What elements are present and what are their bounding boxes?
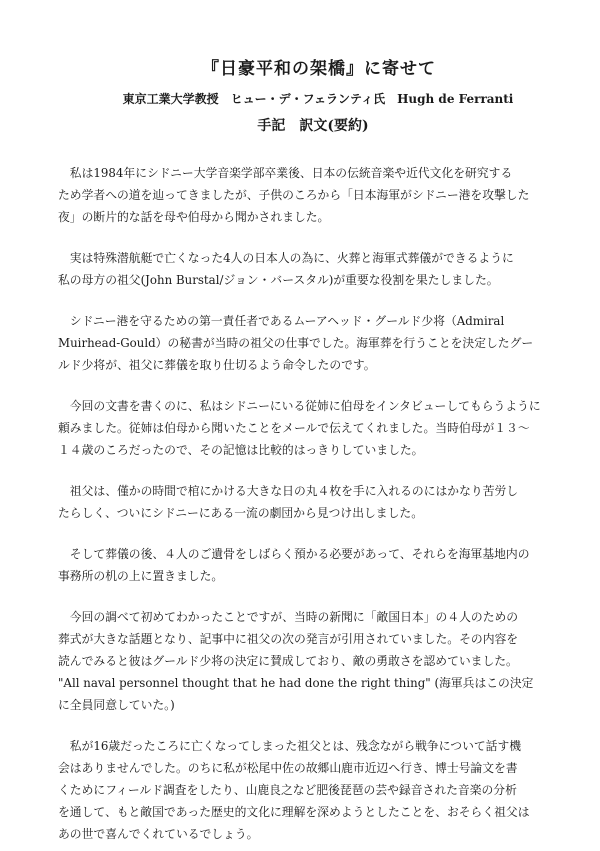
paragraph-line: そして葬儀の後、４人のご遺骨をしばらく預かる必要があって、それらを海軍基地内の: [58, 547, 530, 561]
paragraph-line: 事務所の机の上に置きました。: [58, 569, 224, 583]
paragraph-line: 葬式が大きな話題となり、記事中に祖父の次の発言が引用されていました。その内容を: [58, 632, 519, 646]
paragraph: [58, 606, 560, 716]
paragraph-line: に全員同意していた。): [58, 698, 175, 712]
paragraph-line: 私が16歳だったころに亡くなってしまった祖父とは、残念ながら戦争について話す機: [58, 739, 522, 753]
paragraph-line: 実は特殊潜航艇で亡くなった4人の日本人の為に、火葬と海軍式葬儀ができるように: [58, 251, 514, 265]
paragraph: [58, 480, 560, 524]
section-heading: [66, 116, 560, 136]
paragraph-line: くためにフィールド調査をしたり、山鹿良之など肥後琵琶の芸や録音された音楽の分析: [58, 783, 517, 797]
document-title: 『日豪平和の架橋』に寄せて: [202, 59, 436, 79]
paragraph: [58, 735, 560, 845]
paragraph-line: シドニー港を守るための第一責任者であるムーアヘッド・グールド少将（Admiral: [58, 314, 505, 328]
paragraph: [58, 543, 560, 587]
body-text: [58, 162, 560, 845]
paragraph-line: 読んでみると彼はグールド少将の決定に賛成しており、敵の勇敢さを認めていました。: [58, 654, 518, 668]
paragraph-line: 祖父は、僅かの時間で棺にかける大きな日の丸４枚を手に入れるのにはかなり苦労し: [58, 484, 519, 498]
author-line: 東京工業大学教授 ヒュー・デ・フェランティ氏 Hugh de Ferranti: [122, 92, 514, 106]
paragraph-line: 私の母方の祖父(John Burstal/ジョン・バースタル)が重要な役割を果たしました。: [58, 273, 499, 287]
paragraph-line: たらしく、ついにシドニーにある一流の劇団から見つけ出しました。: [58, 506, 423, 520]
paragraph-line: ため学者への道を辿ってきましたが、子供のころから「日本海軍がシドニー港を攻撃した: [58, 188, 530, 202]
paragraph: [58, 310, 560, 376]
paragraph-line: あの世で喜んでくれているでしょう。: [58, 827, 259, 841]
paragraph-line: 私は1984年にシドニー大学音楽学部卒業後、日本の伝統音楽や近代文化を研究する: [58, 166, 513, 180]
paragraph: [58, 395, 560, 461]
paragraph-line: 今回の調べて初めてわかったことですが、当時の新聞に「敵国日本」の４人のための: [58, 610, 519, 624]
paragraph: [58, 247, 560, 291]
paragraph-line: ルド少将が、祖父に葬儀を取り仕切るよう命令したのです。: [58, 358, 376, 372]
paragraph-line: 夜」の断片的な話を母や伯母から聞かされました。: [58, 210, 330, 224]
paragraph-line: Muirhead-Gould）の秘書が当時の祖父の仕事でした。海軍葬を行うことを決定したグー: [58, 336, 534, 350]
paragraph: [58, 162, 560, 228]
paragraph-line: "All naval personnel thought that he had done the right thing" (海軍兵はこの決定: [58, 676, 534, 690]
paragraph-line: 会はありませんでした。のちに私が松尾中佐の故郷山鹿市近辺へ行き、博士号論文を書: [58, 761, 518, 775]
heading-translation: 訳文(要約): [299, 118, 369, 134]
paragraph-line: 今回の文書を書くのに、私はシドニーにいる従姉に伯母をインタビューしてもらうように: [58, 399, 541, 413]
paragraph-line: を通して、もと敵国であった歴史的文化に理解を深めようとしたことを、おそらく祖父は: [58, 805, 530, 819]
heading-memoir: 手記: [257, 118, 286, 134]
paragraph-line: １４歳のころだったので、その記憶は比較的はっきりしていました。: [58, 443, 424, 457]
paragraph-line: 頼みました。従姉は伯母から聞いたことをメールで伝えてくれました。当時伯母が１３～: [58, 421, 530, 435]
